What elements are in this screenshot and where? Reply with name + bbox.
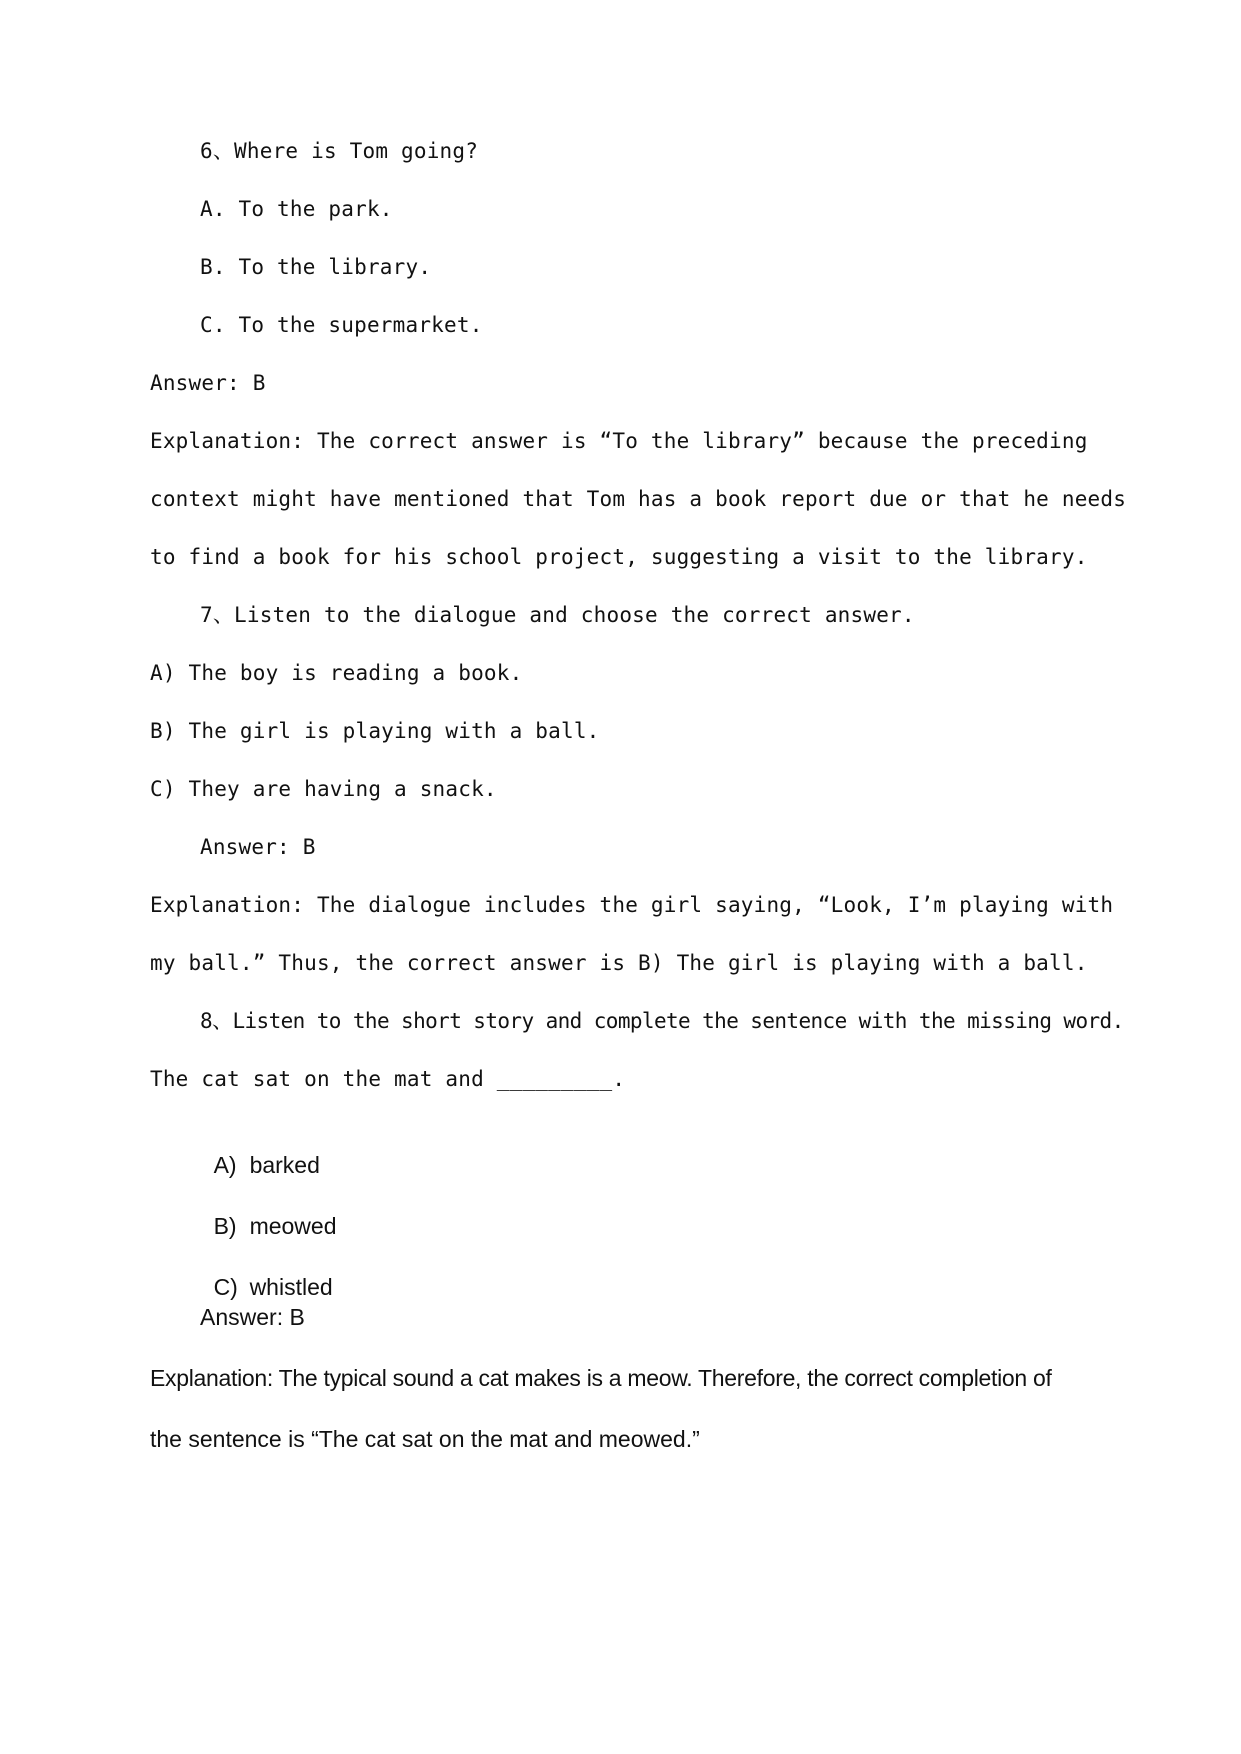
q7-explanation-line-1: Explanation: The dialogue includes the girl saying, “Look, I’m playing with [150, 893, 1114, 917]
q6-explanation-line-1: Explanation: The correct answer is “To the library” because the preceding [150, 429, 1088, 453]
q8-option-a-text: barked [249, 1152, 320, 1178]
q8-option-a-label: A) [213, 1152, 237, 1178]
q8-sentence: The cat sat on the mat and _________. [150, 1067, 626, 1091]
q7-option-a: A) The boy is reading a book. [150, 661, 523, 685]
q7-explanation-line-2: my ball.” Thus, the correct answer is B) The girl is playing with a ball. [150, 951, 1088, 975]
q6-option-a: A. To the park. [200, 197, 393, 221]
q7-option-b: B) The girl is playing with a ball. [150, 719, 600, 743]
q6-answer: Answer: B [150, 371, 266, 395]
q8-explanation-line-2: the sentence is “The cat sat on the mat and meowed.” [150, 1426, 700, 1452]
q8-option-b-label: B) [213, 1213, 237, 1239]
q6-option-b: B. To the library. [200, 255, 432, 279]
q6-explanation-line-3: to find a book for his school project, suggesting a visit to the library. [150, 545, 1088, 569]
q8-option-c-label: C) [213, 1274, 238, 1300]
q7-option-c: C) They are having a snack. [150, 777, 497, 801]
q8-explanation-line-1: Explanation: The typical sound a cat makes is a meow. Therefore, the correct completion of [150, 1365, 1052, 1391]
q8-option-c-text: whistled [249, 1274, 333, 1300]
q6-explanation-line-2: context might have mentioned that Tom has a book report due or that he needs [150, 487, 1127, 511]
q7-answer: Answer: B [200, 835, 316, 859]
q8-option-b-text: meowed [249, 1213, 337, 1239]
question-7: 7、Listen to the dialogue and choose the correct answer. [200, 603, 915, 627]
question-8: 8、Listen to the short story and complete the sentence with the missing word. [200, 1009, 1124, 1033]
q8-answer: Answer: B [200, 1304, 305, 1330]
q6-option-c: C. To the supermarket. [200, 313, 483, 337]
question-6: 6、Where is Tom going? [200, 139, 479, 163]
